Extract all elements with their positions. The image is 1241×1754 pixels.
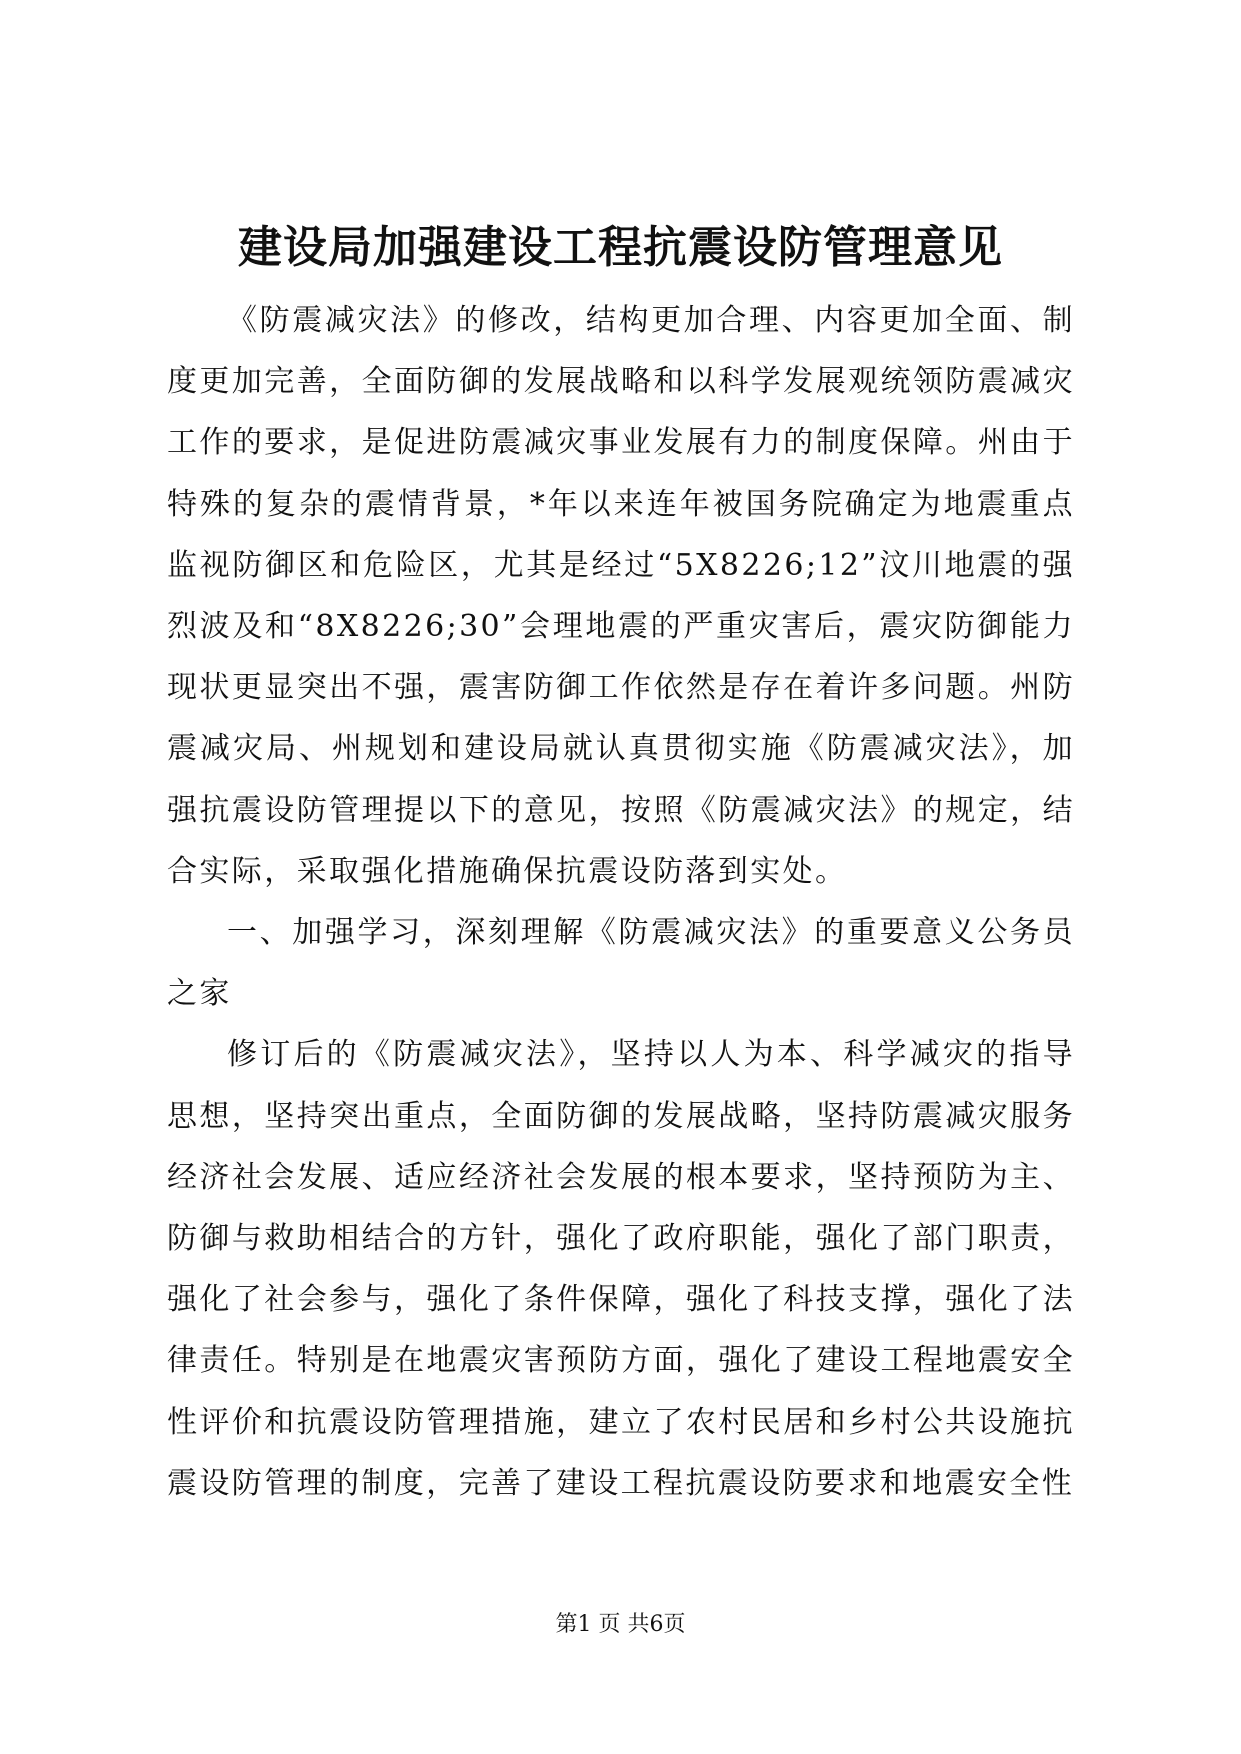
page-suffix: 页: [663, 1612, 686, 1637]
page-footer: [0, 1610, 1241, 1640]
page-total-number: 6: [649, 1612, 664, 1637]
document-title: 建设局加强建设工程抗震设防管理意见: [238, 222, 1003, 273]
document-body: [167, 290, 1075, 1514]
page-prefix: 第: [555, 1612, 578, 1637]
page-current-number: 1: [577, 1612, 592, 1637]
paragraph-intro: 《防震减灾法》的修改，结构更加合理、内容更加全面、制度更加完善，全面防御的发展战略和以科学发展观统领防震减灾工作的要求，是促进防震减灾事业发展有力的制度保障。州由于特殊的复杂的震情背景，*年以来连年被国务院确定为地震重点监视防御区和危险区，尤其是经过“5X8226;12”汶川地震的强烈波及和“8X8226;30”会理地震的严重灾害后，震灾防御能力现状更显突出不强，震害防御工作依然是存在着许多问题。州防震减灾局、州规划和建设局就认真贯彻实施《防震减灾法》，加强抗震设防管理提以下的意见，按照《防震减灾法》的规定，结合实际，采取强化措施确保抗震设防落到实处。: [167, 303, 1075, 889]
paragraph-section-heading: 一、加强学习，深刻理解《防震减灾法》的重要意义公务员之家: [167, 915, 1075, 1012]
page-mid-text: 页 共: [598, 1612, 650, 1637]
paragraph-revised-law: 修订后的《防震减灾法》，坚持以人为本、科学减灾的指导思想，坚持突出重点，全面防御的发展战略，坚持防震减灾服务经济社会发展、适应经济社会发展的根本要求，坚持预防为主、防御与救助相结合的方针，强化了政府职能，强化了部门职责，强化了社会参与，强化了条件保障，强化了科技支撑，强化了法律责任。特别是在地震灾害预防方面，强化了建设工程地震安全性评价和抗震设防管理措施，建立了农村民居和乡村公共设施抗震设防管理的制度，完善了建设工程抗震设防要求和地震安全性: [167, 1037, 1075, 1501]
